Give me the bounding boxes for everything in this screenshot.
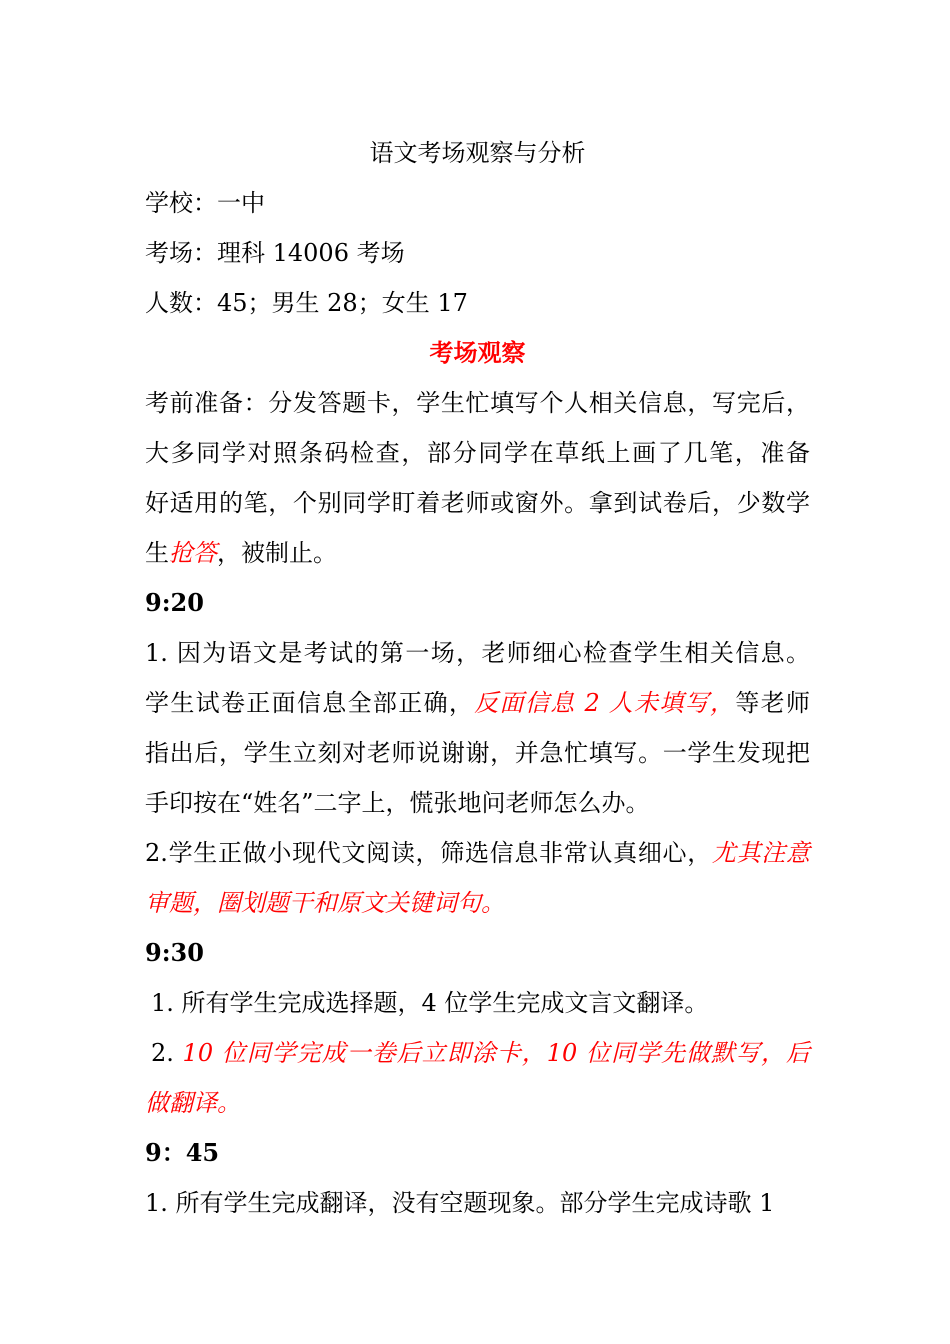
- t1-p1-line-1: 1. 因为语文是考试的第一场，老师细心检查学生相关信息。: [145, 639, 810, 667]
- t1-text-end: 等老师: [735, 689, 811, 717]
- t1-highlight: 反面信息 2 人未填写，: [474, 689, 736, 717]
- t2-p2-highlight: 10 位同学完成一卷后立即涂卡，10 位同学先做默写，后: [182, 1039, 811, 1067]
- document-title: 语文考场观察与分析: [369, 139, 586, 167]
- t2-p2-line-2: 做翻译。: [145, 1089, 241, 1117]
- prep-text: 生: [145, 539, 169, 567]
- prep-line-4: [145, 528, 810, 578]
- t1-text: 学生试卷正面信息全部正确，: [145, 689, 475, 717]
- t1-p2-line-1: [145, 828, 810, 878]
- prep-line-2: 大多同学对照条码检查，部分同学在草纸上画了几笔，准备: [145, 439, 810, 467]
- document-page: [145, 128, 810, 1228]
- prep-line-1: 考前准备：分发答题卡，学生忙填写个人相关信息，写完后，: [145, 389, 810, 417]
- t1-p2-highlight: 尤其注意: [711, 839, 810, 867]
- info-count: 人数：45；男生 28；女生 17: [145, 289, 468, 317]
- prep-text-end: ，被制止。: [217, 539, 337, 567]
- info-school: 学校：一中: [145, 189, 265, 217]
- t1-p1-line-4: 手印按在“姓名”二字上，慌张地问老师怎么办。: [145, 789, 650, 817]
- time-stamp-3: 9：45: [145, 1138, 220, 1167]
- t1-p2-text: 2.学生正做小现代文阅读，筛选信息非常认真细心，: [145, 839, 712, 867]
- time-stamp-2: 9:30: [145, 938, 204, 967]
- t2-p2-number: 2.: [151, 1039, 183, 1067]
- t1-p2-line-2: 审题，圈划题干和原文关键词句。: [145, 889, 505, 917]
- info-room: 考场：理科 14006 考场: [145, 239, 405, 267]
- t3-p1: 1. 所有学生完成翻译，没有空题现象。部分学生完成诗歌 1: [145, 1189, 775, 1217]
- t1-p1-line-3: 指出后，学生立刻对老师说谢谢，并急忙填写。一学生发现把: [145, 739, 810, 767]
- t1-p1-line-2: [145, 678, 810, 728]
- prep-highlight: 抢答: [169, 539, 217, 567]
- prep-line-3: 好适用的笔，个别同学盯着老师或窗外。拿到试卷后，少数学: [145, 489, 810, 517]
- section-heading: 考场观察: [429, 338, 526, 367]
- t2-p2-line-1: [145, 1028, 810, 1078]
- time-stamp-1: 9:20: [145, 588, 204, 617]
- t2-p1: 1. 所有学生完成选择题，4 位学生完成文言文翻译。: [151, 989, 709, 1017]
